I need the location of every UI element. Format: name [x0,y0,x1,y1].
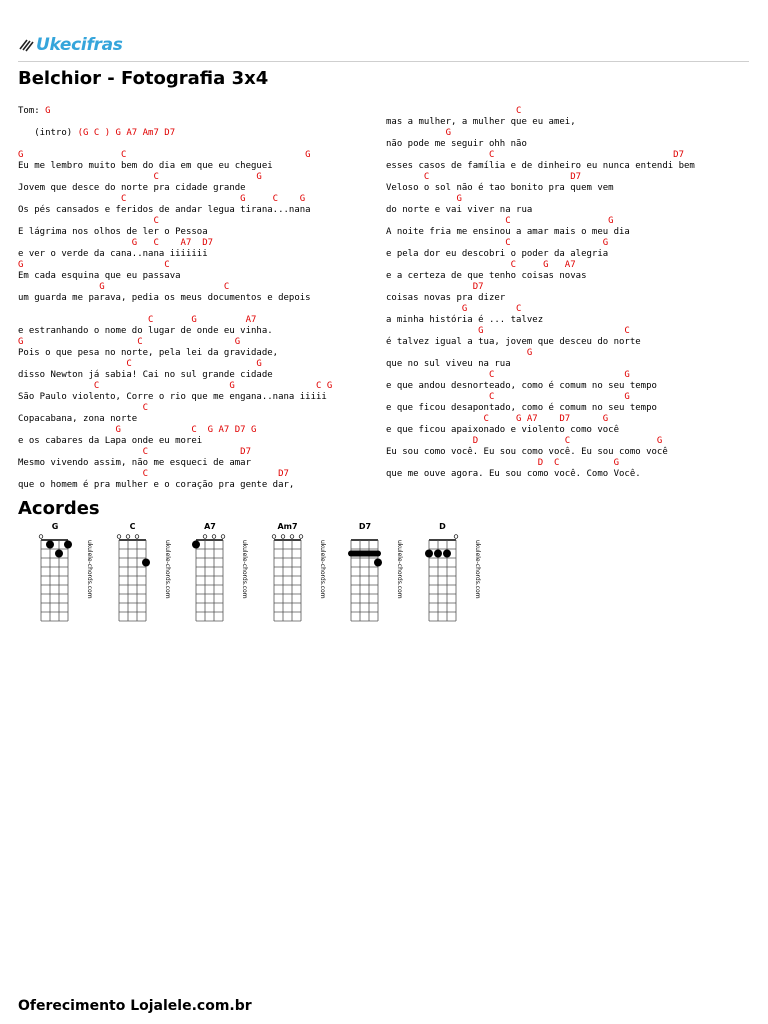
lyric-line: e que ficou apaixonado e violento como você [386,425,619,435]
lyric-line: A noite fria me ensinou a amar mais o meu dia [386,227,630,237]
chord-diagram-name: D [439,522,446,531]
lyric-line: Em cada esquina que eu passava [18,271,181,281]
diagram-site-label: ukulele-chords.com [241,540,248,599]
chord-diagram-name: G [51,522,59,531]
line-chords: (G C ) G A7 Am7 D7 [77,128,176,138]
chord-diagram-name: Am7 [277,522,298,531]
header-divider [18,61,749,62]
chord-diagram-a7 [188,522,250,622]
diagram-site-label: ukulele-chords.com [86,540,93,599]
finger-dot [425,550,433,558]
lyric-line: Copacabana, zona norte [18,414,138,424]
chord-diagram-d7 [343,522,405,622]
lyric-line: e a certeza de que tenho coisas novas [386,271,587,281]
lyric-line: Veloso o sol não é tao bonito pra quem vem [386,183,614,193]
logo-text: Ukecifras [36,35,123,55]
chord-grid [188,522,238,622]
open-string-marker [454,535,458,539]
chord-line: C D7 [18,447,251,457]
lyric-line: e pela dor eu descobri o poder da alegria [386,249,609,259]
open-string-marker [39,535,43,539]
chord-line: G C [18,260,170,270]
lyric-line: é talvez igual a tua, jovem que desceu do norte [386,337,641,347]
blank-line [18,139,373,150]
mixed-line [18,128,373,139]
lyric-line: e estranhando o nome do lugar de onde eu vinha. [18,326,273,336]
finger-dot [192,541,200,549]
lyric-line: que me ouve agora. Eu sou como você. Como Você. [386,469,641,479]
chord-grid [33,522,83,622]
chord-line: C G [18,359,262,369]
lyric-line: esses casos de família e de dinheiro eu nunca entendi bem [386,161,695,171]
chord-line: D C G [386,458,619,468]
finger-dot [434,550,442,558]
finger-dot [374,559,382,567]
lyric-line: que no sul viveu na rua [386,359,511,369]
open-string-marker [272,535,276,539]
diagram-site-label: ukulele-chords.com [163,540,171,599]
lyric-line: mas a mulher, a mulher que eu amei, [386,117,576,127]
lyric-line: e que andou desnorteado, como é comum no seu tempo [386,381,657,391]
chord-line: C G C G [18,381,333,391]
chord-line: D C G [386,436,663,446]
chord-line: G C [386,326,630,336]
chord-line: G [386,348,533,358]
open-string-marker [290,535,294,539]
logo[interactable] [18,35,123,55]
lyric-line: não pode me seguir ohh não [386,139,527,149]
open-string-marker [299,535,303,539]
chord-grid [266,522,316,622]
chord-line: G C G [18,150,311,160]
chord-diagram-name: D7 [358,522,372,531]
open-string-marker [212,535,216,539]
chord-line: C G [386,370,630,380]
lyric-line: Eu sou como você. Eu sou como você. Eu sou como você [386,447,668,457]
chord-line: G C G A7 D7 G [18,425,257,435]
guitar-pick-icon [18,38,34,52]
lyric-line: Jovem que desce do norte pra cidade grande [18,183,246,193]
lyric-line: do norte e vai viver na rua [386,205,533,215]
lyric-line: Mesmo vivendo assim, não me esqueci de amar [18,458,251,468]
lyric-line: disso Newton já sabia! Cai no sul grande cidade [18,370,273,380]
open-string-marker [221,535,225,539]
chord-grid [111,522,161,622]
lyric-line: um guarda me parava, pedia os meus documentos e depois [18,293,311,303]
finger-dot [64,541,72,549]
chord-line: C [386,106,522,116]
blank-line [18,117,373,128]
chord-line: C G A7 [386,260,576,270]
chord-line: G C G [18,337,241,347]
diagram-site-label: ukulele-chords.com [473,540,481,599]
chord-line: C [18,403,149,413]
line-prefix: Tom: [18,106,46,116]
finger-dot [443,550,451,558]
finger-dot [142,559,150,567]
chords-heading: Acordes [18,498,100,519]
chord-line: C D7 [18,469,289,479]
chord-line: G [386,128,452,138]
chord-line: C G [386,238,609,248]
chord-line: G C [18,282,230,292]
chord-diagram-c [111,522,173,622]
chord-line: C G [386,216,614,226]
open-string-marker [281,535,285,539]
chord-line: C D7 [386,150,685,160]
chord-grid [343,522,393,622]
finger-dot [55,550,63,558]
lyric-line: e os cabares da Lapa onde eu morei [18,436,203,446]
lyric-line: que o homem é pra mulher e o coração pra gente dar, [18,480,295,490]
chord-line: C G A7 [18,315,257,325]
chord-line: G [386,194,462,204]
lyric-line: Os pés cansados e feridos de andar legua tirana...nana [18,205,311,215]
open-string-marker [203,535,207,539]
lyric-line: Eu me lembro muito bem do dia em que eu cheguei [18,161,273,171]
lyric-line: coisas novas pra dizer [386,293,506,303]
chord-line: C G C G [18,194,306,204]
finger-dot [46,541,54,549]
lyrics-column-left [18,106,373,491]
mixed-line [18,106,373,117]
chord-diagram-name: C [129,522,136,531]
chord-line: C G A7 D7 G [386,414,609,424]
chord-diagram-am7 [266,522,328,622]
chord-line: D7 [386,282,484,292]
footer-text: Oferecimento Lojalele.com.br [18,998,252,1014]
chord-grid [421,522,471,622]
chord-line: C G [18,172,262,182]
page-title: Belchior - Fotografia 3x4 [18,68,269,89]
chord-diagram-g [33,522,95,622]
line-chords: G [45,106,51,116]
lyric-line: Pois o que pesa no norte, pela lei da gravidade, [18,348,279,358]
diagram-site-label: ukulele-chords.com [396,540,403,599]
chord-diagram-name: A7 [204,522,216,531]
line-prefix: (intro) [18,128,78,138]
chord-line: G C [386,304,522,314]
lyric-line: e que ficou desapontado, como é comum no seu tempo [386,403,657,413]
open-string-marker [126,535,130,539]
open-string-marker [135,535,139,539]
lyrics-column-right [386,106,756,480]
lyric-line: e ver o verde da cana..nana iiiiiii [18,249,208,259]
lyric-line: E lágrima nos olhos de ler o Pessoa [18,227,208,237]
diagram-site-label: ukulele-chords.com [318,540,326,599]
barre-bar [348,551,381,557]
blank-line [18,304,373,315]
lyric-line: a minha história é ... talvez [386,315,544,325]
lyric-line: São Paulo violento, Corre o rio que me engana..nana iiiii [18,392,327,402]
open-string-marker [117,535,121,539]
chord-line: C G [386,392,630,402]
chord-line: C D7 [386,172,582,182]
chord-line: G C A7 D7 [18,238,214,248]
chord-line: C [18,216,159,226]
chord-diagram-d [421,522,483,622]
